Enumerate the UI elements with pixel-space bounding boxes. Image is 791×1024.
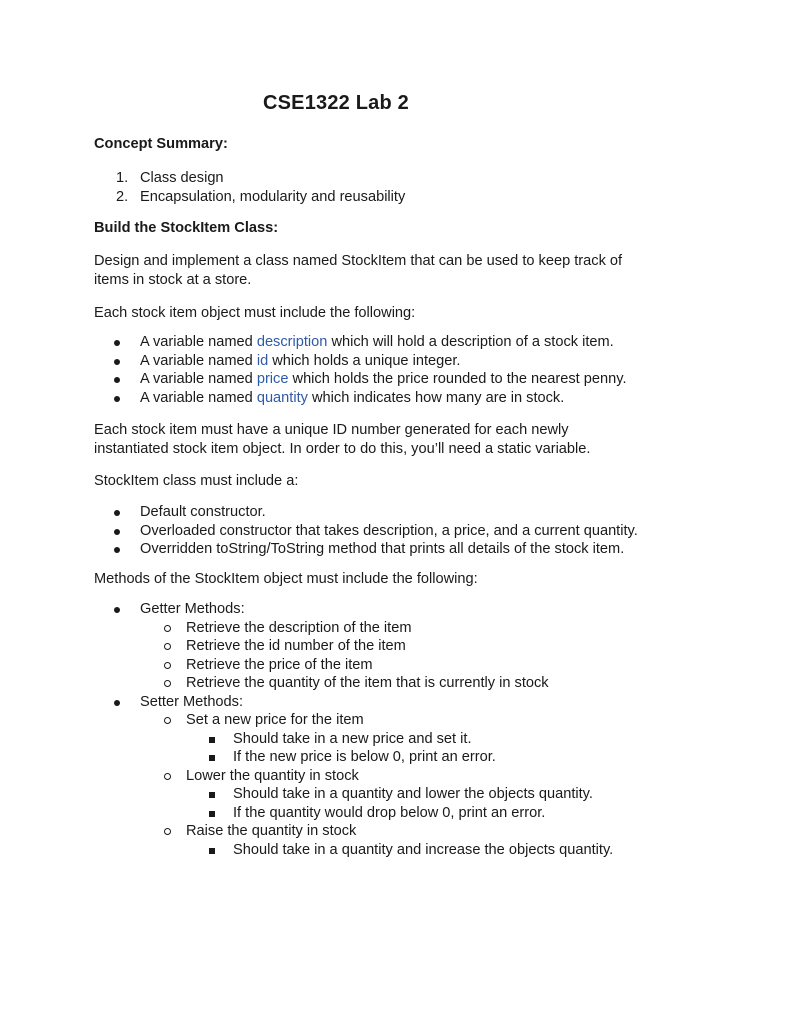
list-item: A variable named description which will hold a description of a stock item. [94,333,627,352]
build-heading: Build the StockItem Class: [94,220,279,236]
list-item: Retrieve the quantity of the item that is currently in stock [94,674,613,693]
methods-list [94,600,613,859]
list-item: If the quantity would drop below 0, print an error. [94,804,613,823]
intro-paragraph: Design and implement a class named StockItem that can be used to keep track of items in stock at a store. [94,253,623,288]
list-item: Retrieve the price of the item [94,656,613,675]
list-item: Should take in a new price and set it. [94,730,613,749]
list-item: 2. Encapsulation, modularity and reusability [116,188,406,205]
list-item: 1. Class design [116,170,224,186]
list-item: Overloaded constructor that takes description, a price, and a current quantity. [94,522,638,541]
list-item: A variable named id which holds a unique integer. [94,352,627,371]
methods-intro-text: Methods of the StockItem object must include the following: [94,571,478,587]
page-title: CSE1322 Lab 2 [262,92,409,114]
list-item: Overridden toString/ToString method that prints all details of the stock item. [94,540,638,559]
concept-summary-heading: Concept Summary: [94,136,228,152]
list-item: Setter Methods: [94,693,613,712]
list-item: Set a new price for the item [94,711,613,730]
list-item: Retrieve the id number of the item [94,637,613,656]
unique-id-paragraph: Each stock item must have a unique ID number generated for each newly instantiated stock item object. In order to do this, you’ll need a static variable. [94,422,591,457]
list-item: Should take in a quantity and lower the objects quantity. [94,785,613,804]
list-item: A variable named quantity which indicates how many are in stock. [94,389,627,408]
list-item: Getter Methods: [94,600,613,619]
list-item: Default constructor. [94,503,638,522]
list-item: Lower the quantity in stock [94,767,613,786]
list-item: Raise the quantity in stock [94,822,613,841]
class-include-text: StockItem class must include a: [94,473,299,489]
list-item: A variable named price which holds the price rounded to the nearest penny. [94,370,627,389]
list-item: Should take in a quantity and increase the objects quantity. [94,841,613,860]
constructors-list [94,503,638,559]
variables-list [94,333,627,407]
list-item: Retrieve the description of the item [94,619,613,638]
list-item: If the new price is below 0, print an error. [94,748,613,767]
each-include-text: Each stock item object must include the following: [94,305,416,321]
concept-summary-list [94,169,405,206]
